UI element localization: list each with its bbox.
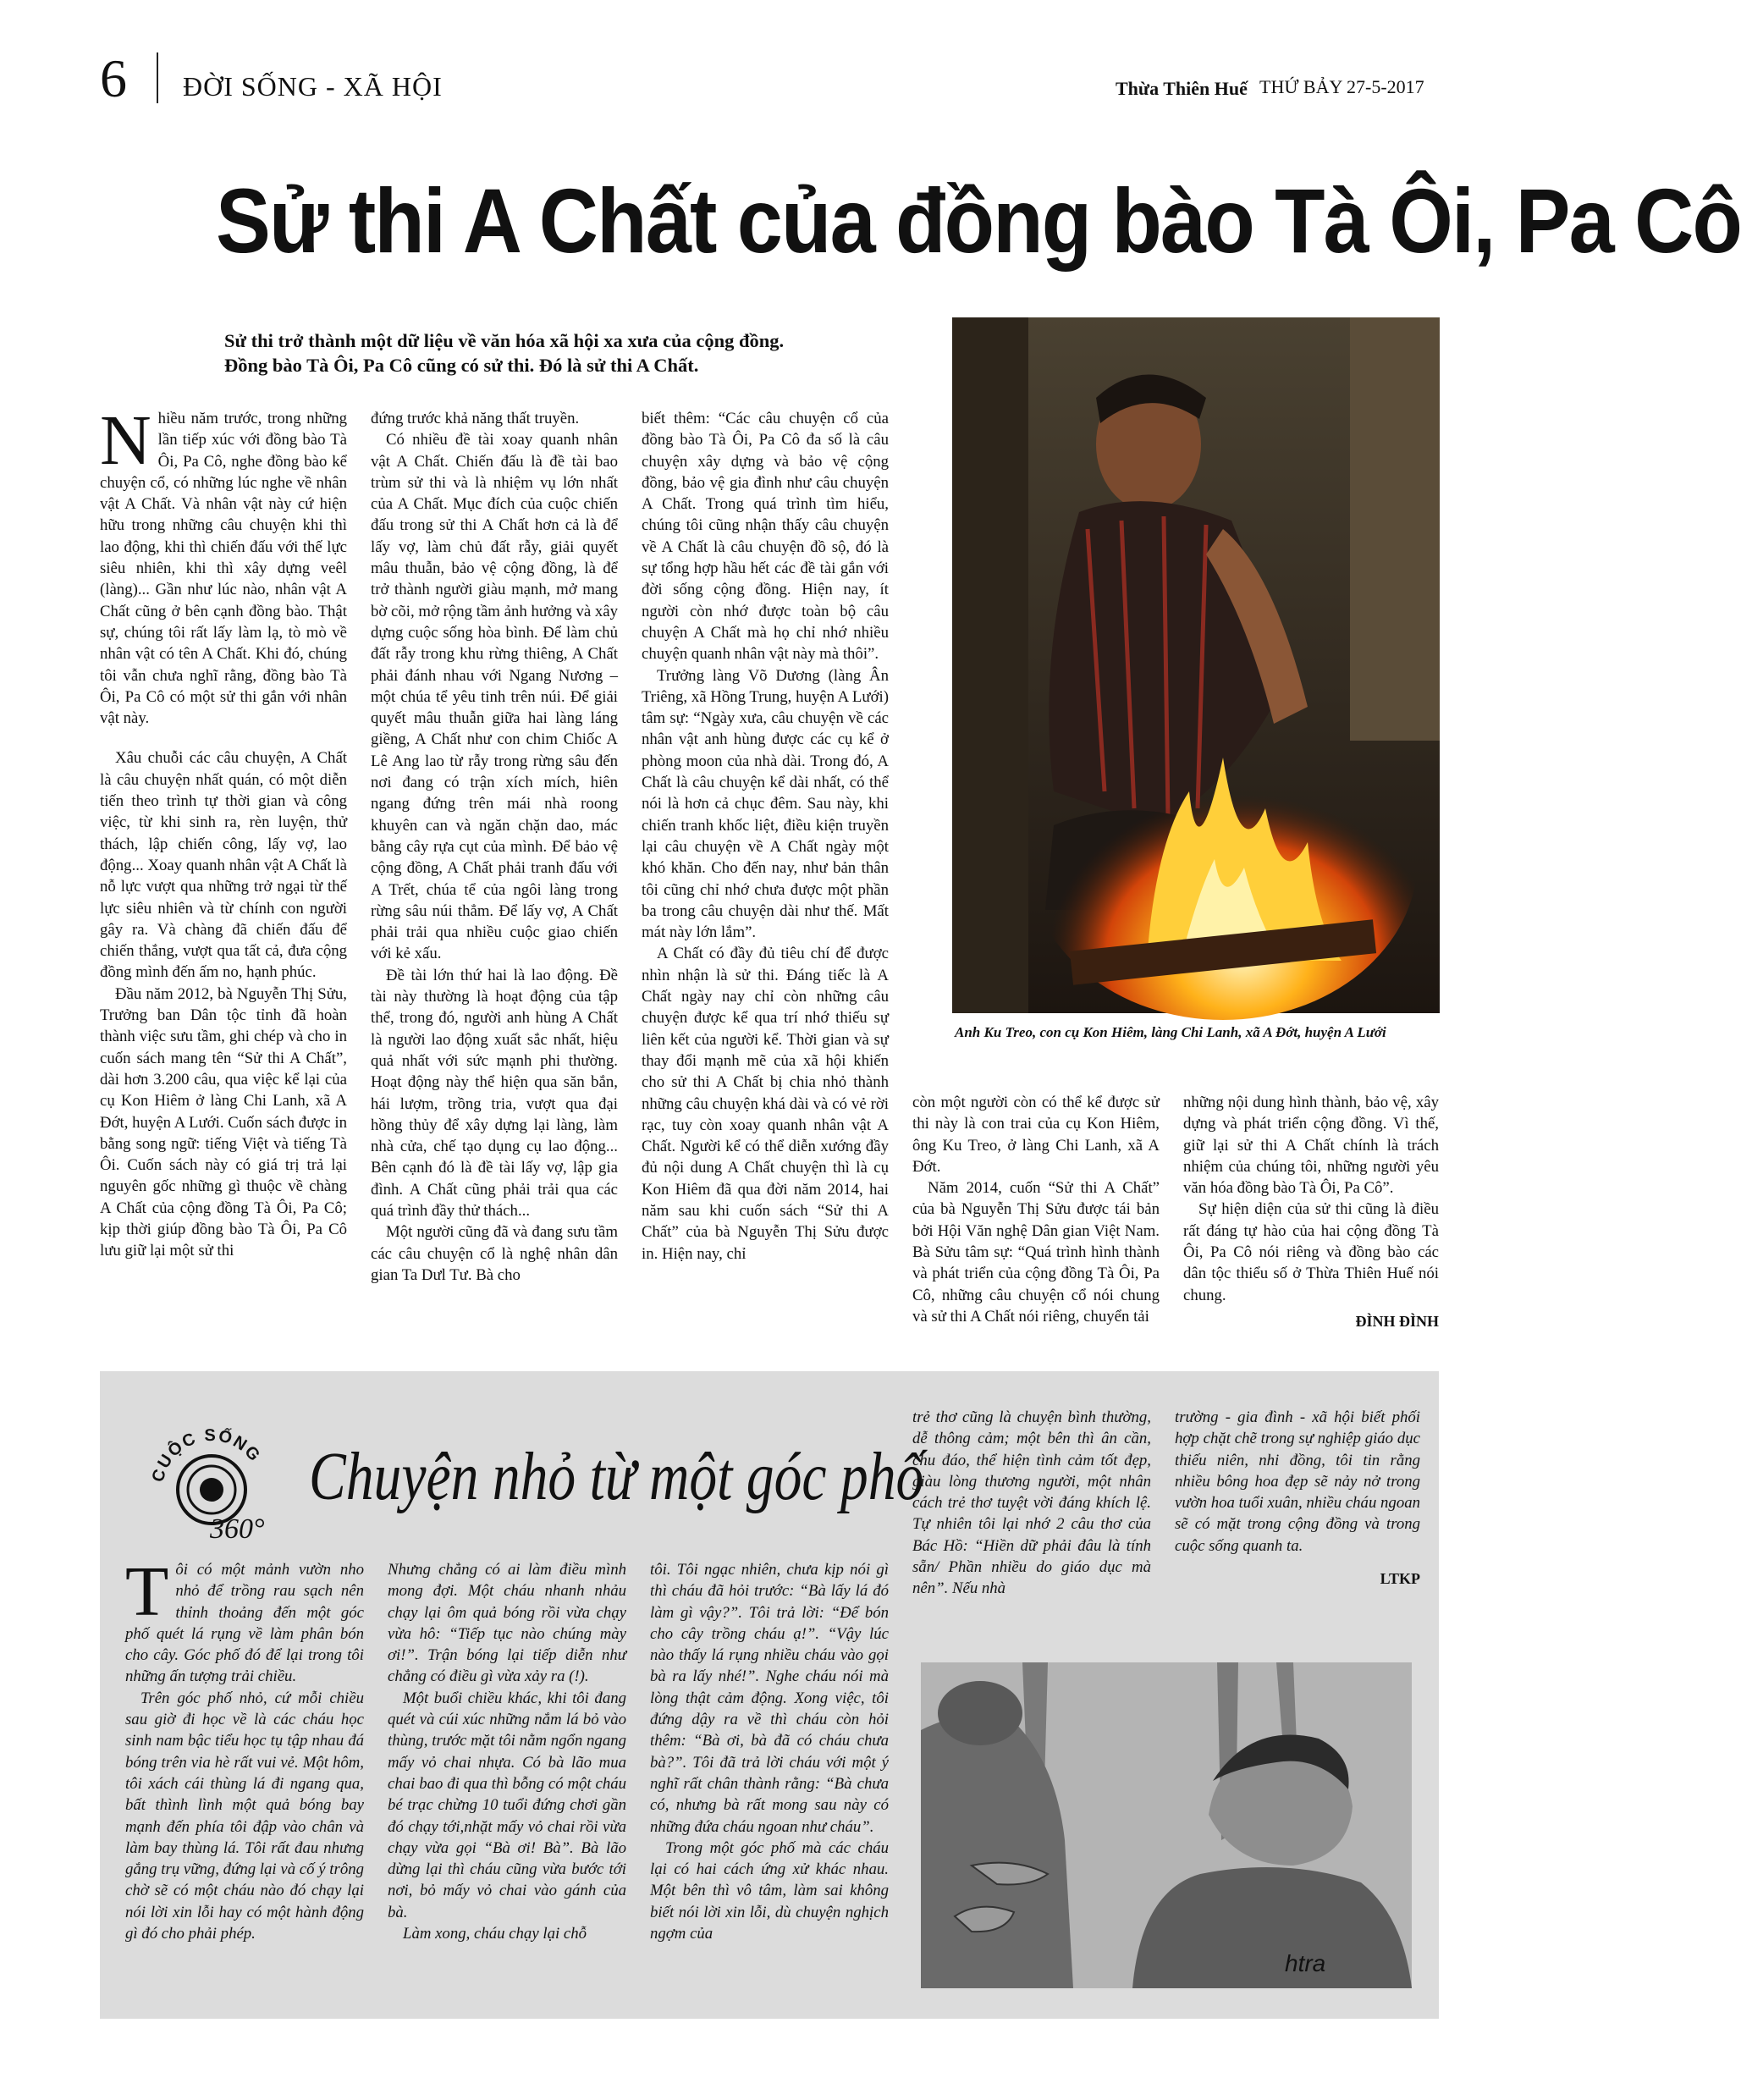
paragraph: Một người cũng đã và đang sưu tầm các câu chuyện cổ là nghệ nhân dân gian Ta Dưl Tư. Bà cho — [371, 1223, 618, 1284]
svg-text:CUỘC SỐNG: CUỘC SỐNG — [148, 1425, 265, 1485]
article-photo — [952, 317, 1440, 1013]
page-number: 6 — [100, 48, 127, 108]
paragraph: Làm xong, cháu chạy lại chỗ — [403, 1925, 587, 1943]
paragraph: Đầu năm 2012, bà Nguyễn Thị Sửu, Trưởng ban Dân tộc tỉnh đã hoàn thành việc sưu tầm, ghi chép và cho in cuốn sách mang tên “Sử thi A Chất”, dài hơn 3.200 câu, qua việc kể lại của cụ Kon Hiêm ở làng Chi Lanh, xã A Đớt, huyện A Lưới. Cuốn sách được in bằng song ngữ: tiếng Việt và tiếng Tà Ôi. Cuốn sách này có giá trị trả lại nguyên gốc những gì thuộc về chàng A Chất của cộng đồng Tà Ôi, Pa Cô; kịp thời giúp đồng bào Tà Ôi, Pa Cô lưu giữ lại một sử thi — [100, 984, 347, 1260]
sapo-line-1: Sử thi trở thành một dữ liệu về văn hóa xã hội xa xưa của cộng đồng. — [224, 330, 785, 351]
section-name: ĐỜI SỐNG - XÃ HỘI — [183, 71, 443, 102]
feature-column-5 — [1175, 1407, 1420, 1590]
svg-text:360°: 360° — [210, 1513, 265, 1541]
paragraph: Tôi có một mảnh vườn nho nhỏ để trồng rau sạch nên thỉnh thoảng đến một góc phố quét lá rụng về làm phân bón cho cây. Góc phố đó để lại trong tôi những ấn tượng trải chiều. — [125, 1552, 364, 1686]
article-sapo — [224, 328, 901, 378]
feature-column-4 — [912, 1407, 1151, 1600]
article-column-5 — [1183, 1092, 1439, 1332]
cuoc-song-360-logo — [144, 1409, 279, 1541]
article-column-4 — [912, 1092, 1160, 1327]
paragraph: Nhiều năm trước, trong những lần tiếp xúc với đồng bào Tà Ôi, Pa Cô, nghe đồng bào kể chuyện cổ, có những lúc nghe về nhân vật A Chất. Và nhân vật này cứ hiện hữu trong những câu chuyện khi thì lao động, khi thì chiến đấu với thế lực siêu nhiên, khi thì xây dựng veêl (làng)... Gần như lúc nào, nhân vật A Chất cũng ở bên cạnh đồng bào. Thật sự, chúng tôi rất lấy làm lạ, tò mò về nhân vật có tên A Chất. Khi đó, chúng tôi vẫn chưa nghĩ rằng, đồng bào Tà Ôi, Pa Cô có một sử thi gắn với nhân vật này. — [100, 401, 347, 728]
feature-column-2 — [388, 1559, 626, 1944]
paragraph: Đề tài lớn thứ hai là lao động. Đề tài này thường là hoạt động của tập thể, trong đó, người anh hùng A Chất là người lao động xuất sắc nhất, hiệu quả nhất với sức mạnh phi thường. Hoạt động này thể hiện qua săn bắn, hái lượm, trồng tria, vượt qua đại hồng thủy để xây dựng lại làng, làm nhà cửa, chế tạo dụng cụ lao động... Bên cạnh đó là đề tài lấy vợ, lập gia đình. A Chất cũng phải trải qua các quá trình đầy thử thách... — [371, 966, 618, 1220]
author-byline: LTKP — [1380, 1570, 1420, 1588]
drop-cap: N — [100, 401, 152, 480]
newspaper-name: Thừa Thiên Huế — [1116, 78, 1248, 99]
author-byline: ĐÌNH ĐÌNH — [1355, 1312, 1439, 1330]
sapo-line-2: Đồng bào Tà Ôi, Pa Cô cũng có sử thi. Đó là sử thi A Chất. — [224, 355, 699, 376]
paragraph: Trên góc phố nhỏ, cứ mỗi chiều sau giờ đi học về là các cháu học sinh nam bậc tiểu học tụ tập nhau đá bóng trên via hè rất vui vẻ. Một hôm, tôi xách cái thùng lá đi ngang qua, bất thình lình một quả bóng bay mạnh đến phía tôi đập vào chân và làm bay thùng lá. Tôi rất đau nhưng gắng trụ vững, đứng lại và cố ý trông chờ sẽ có một cháu nào đó chạy lại nói lời xin lỗi hay có một hành động gì đó cho phải phép. — [125, 1689, 364, 1943]
paragraph: trẻ thơ cũng là chuyện bình thường, dễ thông cảm; một bên thì ân cần, chu đáo, thể hiện tình cảm tốt đẹp, giàu lòng thương người, một nhân cách trẻ thơ tuyệt vời đáng khích lệ. Tự nhiên tôi lại nhớ 2 câu thơ của Bác Hồ: “Hiền dữ phải đâu là tính sẵn/ Phần nhiều do giáo dục mà nên”. Nếu nhà — [912, 1408, 1151, 1598]
feature-column-3 — [650, 1559, 889, 1944]
paragraph: đứng trước khả năng thất truyền. — [371, 410, 580, 427]
paragraph: Một buổi chiều khác, khi tôi đang quét và cúi xúc những nắm lá bỏ vào thùng, trước mặt tôi nằm ngổn ngang mấy vỏ chai nhựa. Có bà lão mua chai bao đi qua thì bỗng có một cháu bé trạc chừng 10 tuổi đứng chơi gần đó chạy tới,nhặt mấy vỏ chai rồi vừa chạy vừa gọi “Bà ơi! Bà”. Bà lão dừng lại thì cháu cũng vừa bước tới nơi, bỏ mấy vỏ chai vào gánh của bà. — [388, 1689, 626, 1921]
issue-date: THỨ BẢY 27-5-2017 — [1259, 76, 1424, 97]
paragraph: Năm 2014, cuốn “Sử thi A Chất” của bà Nguyễn Thị Sửu được tái bản bởi Hội Văn nghệ Dân gian Việt Nam. Bà Sửu tâm sự: “Quá trình hình thành và phát triển của cộng đồng Tà Ôi, Pa Cô, những câu chuyện cổ nói chung và sử thi A Chất nói riêng, chuyển tải — [912, 1179, 1160, 1326]
feature-illustration — [921, 1662, 1412, 1988]
paragraph: Xâu chuỗi các câu chuyện, A Chất là câu chuyện nhất quán, có một diễn tiến theo trình tự thời gian và công việc, từ khi sinh ra, rèn luyện, thử thách, lập chiến công, lấy vợ, lao động... Xoay quanh nhân vật A Chất là nỗ lực vượt qua những trở ngại từ thế lực siêu nhiên và từ chính con người gây ra. Và chàng đã chiến đấu để chiến thắng, vượt qua tất cả, đưa cộng đồng mình đến ấm no, hạnh phúc. — [100, 749, 347, 982]
feature-column-1 — [125, 1552, 364, 1944]
paragraph: còn một người còn có thể kể được sử thi này là con trai của cụ Kon Hiêm, ông Ku Treo, ở làng Chi Lanh, xã A Đớt. — [912, 1094, 1160, 1176]
article-column-3 — [642, 408, 889, 1265]
paragraph: Trưởng làng Võ Dương (làng Ân Triêng, xã Hồng Trung, huyện A Lưới) tâm sự: “Ngày xưa, câu chuyện về các nhân vật anh hùng được các cụ kể ở phòng moon của nhà dài. Trong đó, A Chất là câu chuyện kể dài nhất, có thể nói là hơn cả chục đêm. Sau này, khi chiến tranh khốc liệt, điều kiện truyền lại câu chuyện về A Chất ngày một khó khăn. Cho đến nay, như bản thân tôi cũng chỉ nhớ chưa được một phần ba trong câu chuyện dài như thế. Mất mát này lớn lắm”. — [642, 666, 889, 942]
article-column-2 — [371, 408, 618, 1286]
paragraph: Có nhiều đề tài xoay quanh nhân vật A Chất. Chiến đấu là đề tài bao trùm sử thi và là nhiệm vụ lớn nhất của A Chất. Mục đích của cuộc chiến đấu trong sử thi A Chất hơn cả là để lấy vợ, làm chủ đất rẫy, giải quyết mâu thuẫn, bảo vệ cộng đồng, là để trở thành người giàu mạnh, mở mang bờ cõi, mở rộng tầm ảnh hưởng và xây dựng cuộc sống hòa bình. Để làm chủ đất rẫy trong khu rừng thiêng, A Chất phải đánh nhau với Ngang Nương – một chúa tể yêu tinh trên núi. Để giải quyết mâu thuẫn giữa hai làng láng giềng, A Chất như con chim Chiốc A Lê Ang lao từ rẫy trong rừng sâu đến nơi đang có trận xích mích, hiên ngang đứng trên mái nhà roong khuyên can và ngăn chặn dao, mác bằng cây rựa cụt của mình. Để bảo vệ cộng đồng, A Chất phải tranh đấu với A Trết, chúa tể của ngôi làng trong rừng sâu núi thẳm. Để lấy vợ, A Chất phải trải qua nhiều cuộc giao chiến với kẻ xấu. — [371, 431, 618, 963]
paragraph: tôi. Tôi ngạc nhiên, chưa kịp nói gì thì cháu đã hỏi trước: “Bà lấy lá đó làm gì vậy?”. Tôi trả lời: “Để bón cho cây trồng cháu ạ!”. “Vậy lúc nào thấy lá rụng nhiều cháu vào gọi bà ra lấy nhé!”. Nghe cháu nói mà lòng thật cảm động. Xong việc, tôi đứng dậy ra về thì cháu còn hỏi thêm: “Bà ơi, bà đã có cháu chưa bà?”. Tôi đã trả lời cháu với một ý nghĩ rất chân thành rằng: “Bà chưa có, nhưng bà rất mong sau này có những đứa cháu ngoan như cháu”. — [650, 1561, 889, 1836]
paragraph: A Chất có đầy đủ tiêu chí để được nhìn nhận là sử thi. Đáng tiếc là A Chất ngày nay chỉ còn những câu chuyện được kể qua trí nhớ thiếu sự liên kết của người kể. Thời gian và sự thay đổi mạnh mẽ của xã hội khiến cho sử thi A Chất bị chia nhỏ thành những câu chuyện khá dài và có vẻ rời rạc, tuy còn xoay quanh nhân vật A Chất. Người kể có thể diễn xướng đầy đủ nội dung A Chất chuyện thì là cụ Kon Hiêm đã qua đời năm 2014, hai năm sau khi cuốn sách “Sử thi A Chất” của bà Nguyễn Thị Sửu được in. Hiện nay, chỉ — [642, 945, 889, 1263]
paragraph: Nhưng chẳng có ai làm điều mình mong đợi. Một cháu nhanh nhảu chạy lại ôm quả bóng rồi vừa chạy vừa hô: “Tiếp tục nào chúng mày ơi!”. Trận bóng lại tiếp diễn như chẳng có điều gì vừa xảy ra (!). — [388, 1561, 626, 1686]
article-column-1 — [100, 401, 347, 1262]
paragraph: trường - gia đình - xã hội biết phối hợp chặt chẽ trong sự nghiệp giáo dục thiếu niên, nhi đồng, tôi tin rằng nhiều bông hoa đẹp sẽ nảy nở trong vườn hoa tuổi xuân, nhiều cháu ngoan sẽ có mặt trong cộng đồng và trong cuộc sống quanh ta. — [1175, 1408, 1420, 1555]
photo-caption: Anh Ku Treo, con cụ Kon Hiêm, làng Chi Lanh, xã A Đớt, huyện A Lưới — [955, 1024, 1386, 1040]
article-title: Sử thi A Chất của đồng bào Tà Ôi, Pa Cô — [216, 169, 1741, 272]
illustrator-signature: htra — [1285, 1950, 1326, 1976]
paragraph: Sự hiện diện của sử thi cũng là điều rất đáng tự hào của hai cộng đồng Tà Ôi, Pa Cô nói riêng và đồng bào các dân tộc thiểu số ở Thừa Thiên Huế nói chung. — [1183, 1200, 1439, 1304]
drop-cap: T — [125, 1552, 169, 1631]
header-divider — [157, 52, 158, 103]
paragraph: biết thêm: “Các câu chuyện cổ của đồng bào Tà Ôi, Pa Cô đa số là câu chuyện xây dựng và bảo vệ cộng đồng, bảo vệ gia đình như câu chuyện A Chất. Trong quá trình tìm hiểu, chúng tôi cũng nhận thấy câu chuyện về A Chất là câu chuyện đồ sộ, đó là sự tổng hợp hầu hết các đề tài gắn với đời sống cộng đồng. Hiện nay, ít người còn nhớ được toàn bộ câu chuyện A Chất mà họ chỉ nhớ nhiều chuyện quanh nhân vật này mà thôi”. — [642, 410, 889, 664]
feature-title: Chuyện nhỏ từ một góc phố — [309, 1440, 924, 1514]
paragraph: Trong một góc phố mà các cháu lại có hai cách ứng xử khác nhau. Một bên thì vô tâm, làm sai không biết nói lời xin lỗi, dù chuyện nghịch ngợm của — [650, 1838, 889, 1943]
paragraph: những nội dung hình thành, bảo vệ, xây dựng và phát triển cộng đồng. Vì thế, giữ lại sử thi A Chất chính là trách nhiệm của chúng tôi, những người yêu văn hóa đồng bào Tà Ôi, Pa Cô”. — [1183, 1094, 1439, 1198]
